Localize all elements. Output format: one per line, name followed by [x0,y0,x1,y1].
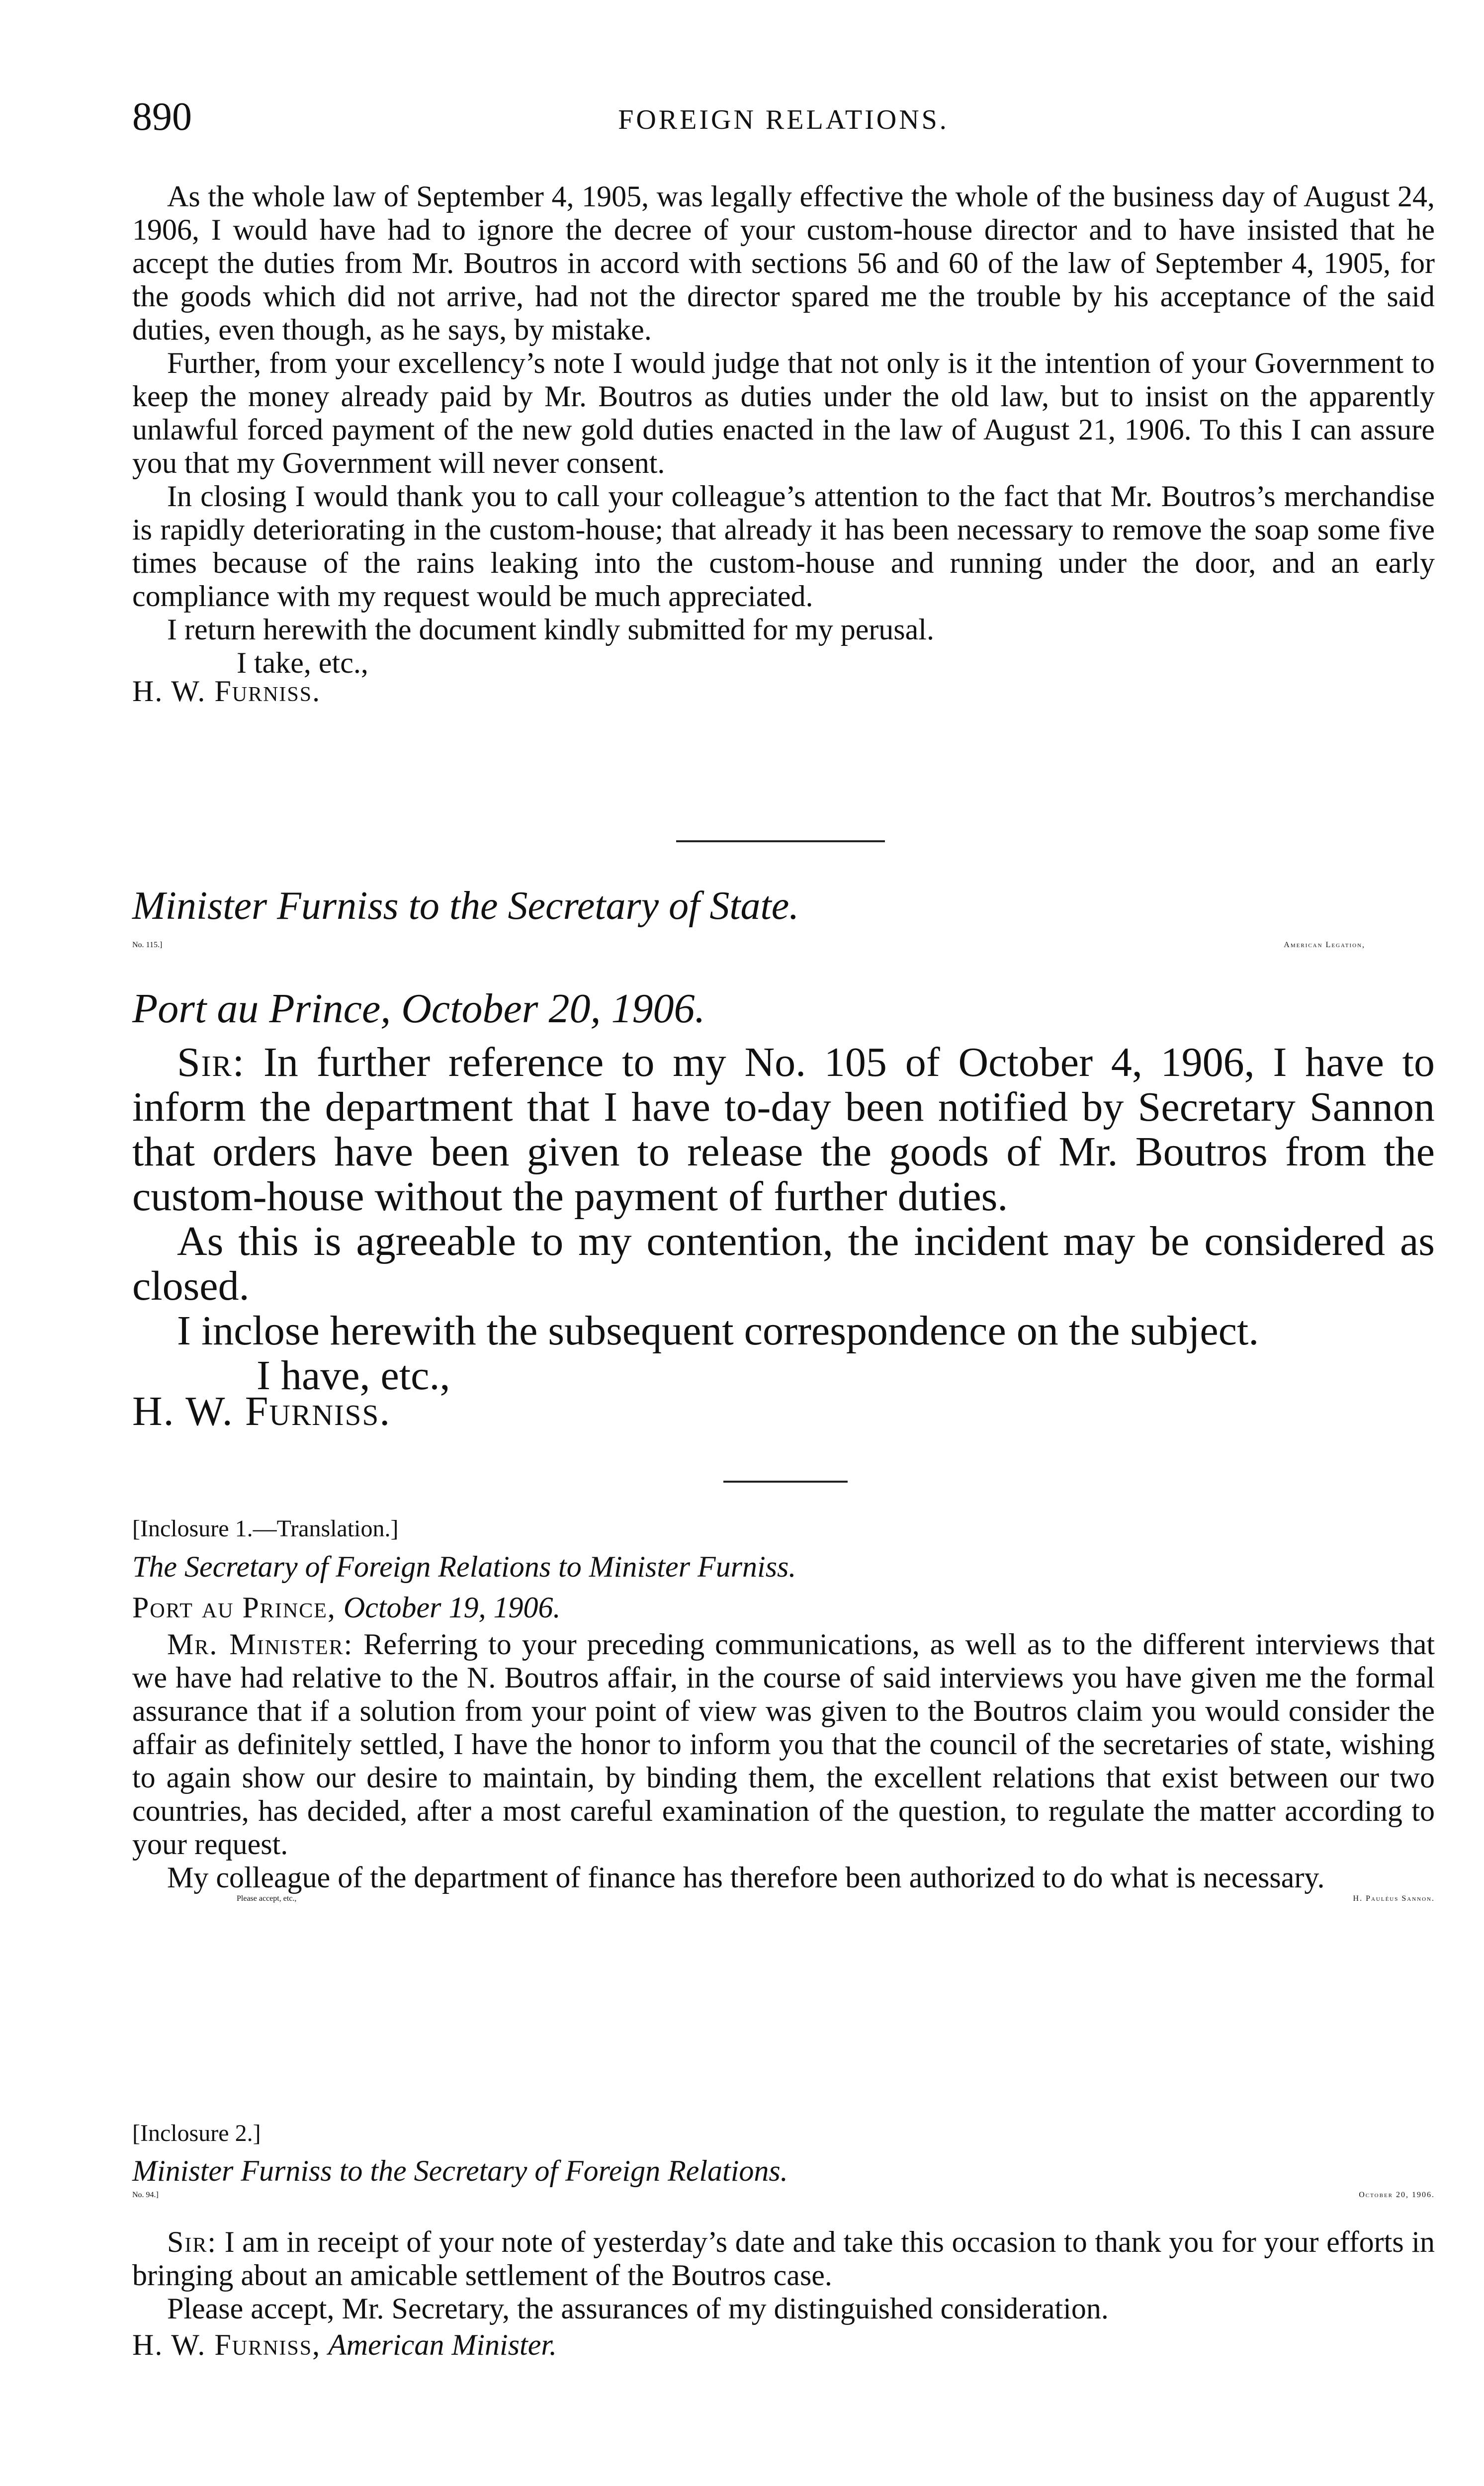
salutation: Mr. Minister: [167,1628,353,1661]
paragraph: Sir: In further reference to my No. 105 of October 4, 1906, I have to inform the department that I have to-day been notified by Secretary Sannon that orders have been given to release the goods of Mr. Boutros from the custom-house without the payment of further duties. [132,1039,1435,1220]
inclosure-title: Minister Furniss to the Secretary of Foreign Relations. [132,2154,788,2187]
inclosure-label: [Inclosure 2.] [132,2120,261,2146]
letter-number: No. 94.] [132,2191,159,2199]
closing: I have, etc., [257,1352,450,1399]
inclosure-date-line: Port au Prince, October 19, 1906. [132,1591,561,1624]
page-header [132,89,1435,144]
paragraph: I inclose herewith the subsequent correspondence on the subject. [177,1308,1259,1354]
letter-no-115 [132,881,1435,1434]
letter-continuation [132,180,1435,708]
inclosure-1 [132,1511,1435,1928]
section-divider [676,840,885,842]
signature: H. W. Furniss, American Minister. [132,2328,557,2361]
inclosure-title: The Secretary of Foreign Relations to Minister Furniss. [132,1550,796,1583]
salutation: Sir: [167,2225,217,2258]
letter-date: October 20, 1906. [1359,2191,1435,2199]
paragraph: My colleague of the department of finance has therefore been authorized to do what is necessary. [167,1861,1325,1894]
signature: H. Pauléus Sannon. [1353,1894,1435,1903]
letter-date: Port au Prince, October 20, 1906. [132,985,705,1032]
section-divider [723,1481,848,1483]
inclosure-label: [Inclosure 1.—Translation.] [132,1515,399,1542]
paragraph: Please accept, Mr. Secretary, the assurances of my distinguished consideration. [167,2292,1109,2325]
paragraph: As this is agreeable to my contention, the incident may be considered as closed. [132,1218,1435,1309]
letter-place: American Legation, [1284,941,1365,949]
page-number: 890 [132,95,192,139]
closing-row [132,1894,1435,1928]
paragraph: Sir: I am in receipt of your note of yesterday’s date and take this occasion to thank you for your efforts in bringing about an amicable settlement of the Boutros case. [132,2225,1435,2292]
paragraph: Mr. Minister: Referring to your preceding communications, as well as to the different interviews that we have had relative to the N. Boutros affair, in the course of said interviews you have given me the formal assurance that if a solution from your point of view was given to the Boutros claim you would consider the affair as definitely settled, I have the honor to inform you that the council of the secretaries of state, wishing to again show our desire to maintain, by binding them, the excellent relations that exist between our two countries, has decided, after a most careful examination of the question, to regulate the matter according to your request. [132,1628,1435,1861]
letter-number: No. 115.] [132,941,163,949]
paragraph: In closing I would thank you to call your colleague’s attention to the fact that Mr. Boutros’s merchandise is rapidly deteriorating in the custom-house; that already it has been necessary to remove the soap some five times because of the rains leaking into the custom-house and running under the door, and an early compliance with my request would be much appreciated. [132,480,1435,613]
letter-title: Minister Furniss to the Secretary of State. [132,884,799,928]
letter-heading-row [132,941,1435,986]
inclosure-2 [132,2116,1435,2362]
signature: H. W. Furniss. [132,675,321,708]
paragraph: Further, from your excellency’s note I would judge that not only is it the intention of your Government to keep the money already paid by Mr. Boutros as duties under the old law, but to insist on the apparently unlawful forced payment of the new gold duties enacted in the law of August 21, 1906. To this I can assure you that my Government will never consent. [132,347,1435,479]
closing: Please accept, etc., [237,1894,297,1903]
signature: H. W. Furniss. [132,1388,391,1434]
salutation: Sir: [177,1039,246,1085]
closing: I take, etc., [237,646,368,679]
running-head: FOREIGN RELATIONS. [618,104,949,135]
inclosure-heading-row [132,2191,1435,2225]
paragraph: As the whole law of September 4, 1905, was legally effective the whole of the business day of August 24, 1906, I would have had to ignore the decree of your custom-house director and to have insisted that he accept the duties from Mr. Boutros in accord with sections 56 and 60 of the law of September 4, 1905, for the goods which did not arrive, had not the director spared me the trouble by his acceptance of the said duties, even though, as he says, by mistake. [132,180,1435,346]
paragraph: I return herewith the document kindly submitted for my perusal. [167,613,934,646]
